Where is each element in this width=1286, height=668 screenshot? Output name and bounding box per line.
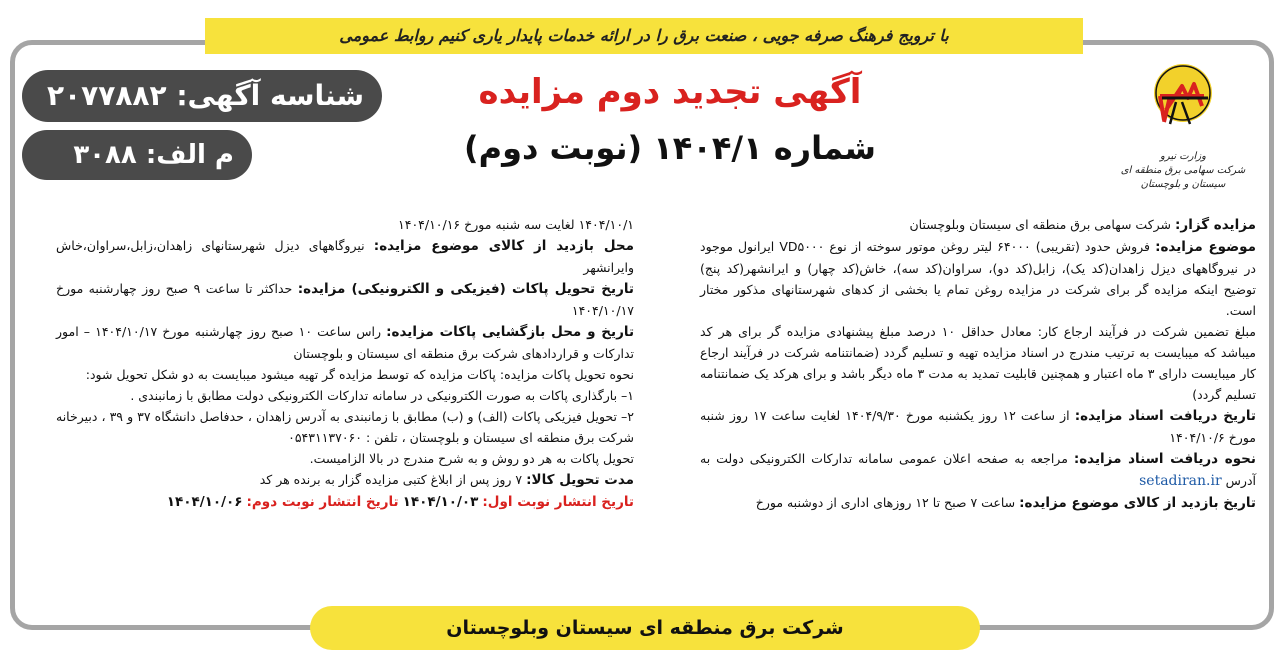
receive-date-label: تاریخ دریافت اسناد مزایده: [1074, 408, 1256, 424]
opening-label: تاریخ و محل بازگشایی پاکات مزایده: [386, 324, 635, 340]
delivery-item-1: ۱– بارگذاری پاکات به صورت الکترونیکی در سامانه تدارکات الکترونیکی دولت مطابق با زمانبندی . [130, 388, 634, 403]
ad-subtitle: شماره ۱۴۰۴/۱ (نوبت دوم) [464, 129, 876, 167]
receive-method-label: نحوه دریافت اسناد مزایده: [1073, 451, 1256, 467]
receive-method-row [700, 448, 1256, 492]
setadiran-link[interactable]: setadiran.ir [1139, 473, 1222, 489]
goods-delivery-label: مدت تحویل کالا: [526, 472, 634, 488]
delivery-method-row: نحوه تحویل پاکات مزایده: پاکات مزایده که توسط مزایده گر تهیه میشود میبایست به دو شکل تحویل شود: [85, 367, 634, 382]
receive-date-row [700, 405, 1256, 448]
pub-first-label: تاریخ انتشار نوبت اول: [482, 494, 634, 510]
delivery-value: حداکثر تا ساعت ۹ صبح روز چهارشنبه مورخ ۱۴۰۴/۱۰/۱۷ [56, 281, 634, 318]
visit-place-value: نیروگاههای دیزل شهرستانهای زاهدان،زابل،سراوان،خاش وایرانشهر [56, 238, 634, 275]
visit-date-row [700, 492, 1256, 514]
auctioneer-label: مزایده گزار: [1175, 217, 1256, 233]
opening-value: راس ساعت ۱۰ صبح روز چهارشنبه مورخ ۱۴۰۴/۱۰/۱۷ – امور تدارکات و قراردادهای شرکت برق منطقه ای سیستان و بلوچستان [56, 324, 634, 361]
subject-value: فروش حدود (تقریبی) ۶۴۰۰۰ لیتر روغن موتور سوخته از نوع VD۵۰۰۰ ایرانول موجود در نیروگاههای دیزل زاهدان(کد یک)، زابل(کد دو)، سراوان(کد سه)، خاش(کد چهار) و ایرانشهر(کد پنج) توضیح اینکه مزایده گر برای شرکت در مزایده روغن تمام یا بخشی از کدهای شهرستانهای مذکور مختار است. [700, 239, 1256, 318]
subject-row [700, 236, 1256, 321]
delivery-item-2: ۲– تحویل فیزیکی پاکات (الف) و (ب) مطابق با زمانبندی به آدرس زاهدان ، حدفاصل دانشگاه ۳۷ و ۳۹ ، دبیرخانه شرکت برق منطقه ای سیستان و بلوچستان ، تلفن : ۰۵۴۳۱۱۳۷۰۶۰ [56, 409, 635, 445]
goods-delivery-row [56, 469, 634, 491]
ministry-name: وزارت نیرو [1159, 151, 1206, 162]
delivery-row [56, 278, 634, 321]
subject-label: موضوع مزایده: [1155, 239, 1256, 255]
opening-row [56, 321, 634, 364]
right-column [700, 214, 1256, 514]
company-footer-banner: شرکت برق منطقه ای سیستان وبلوچستان [310, 606, 980, 650]
ad-id-badge: شناسه آگهی: ۲۰۷۷۸۸۲ [22, 70, 382, 122]
receive-method-value: مراجعه به صفحه اعلان عمومی سامانه تدارکات الکترونیکی دولت به آدرس [700, 451, 1256, 488]
receive-date-value: از ساعت ۱۲ روز یکشنبه مورخ ۱۴۰۴/۹/۳۰ لغایت ساعت ۱۷ روز شنبه مورخ ۱۴۰۴/۱۰/۶ [700, 408, 1256, 445]
ma-id-badge: م الف: ۳۰۸۸ [22, 130, 252, 180]
visit-date-value: ساعت ۷ صبح تا ۱۲ روزهای اداری از دوشنبه مورخ [755, 495, 1016, 510]
auctioneer-row [700, 214, 1256, 236]
pub-first-value: ۱۴۰۴/۱۰/۰۳ [402, 494, 479, 510]
mandatory-note: تحویل پاکات به هر دو روش و به شرح مندرج در بالا الزامیست. [309, 451, 634, 466]
visit-date-cont-row: ۱۴۰۴/۱۰/۱ لغایت سه شنبه مورخ ۱۴۰۴/۱۰/۱۶ [398, 217, 634, 232]
delivery-label: تاریخ تحویل پاکات (فیزیکی و الکترونیکی) مزایده: [297, 281, 634, 297]
ministry-caption [1108, 150, 1258, 192]
visit-place-row [56, 235, 634, 278]
auctioneer-value: شرکت سهامی برق منطقه ای سیستان وبلوچستان [909, 217, 1172, 232]
company-name-line2: سیستان و بلوچستان [1140, 179, 1226, 190]
company-name-line1: شرکت سهامی برق منطقه ای [1120, 165, 1246, 176]
pub-second-value: ۱۴۰۴/۱۰/۰۶ [166, 494, 243, 510]
visit-place-label: محل بازدید از کالای موضوع مزایده: [373, 238, 634, 254]
ad-title: آگهی تجدید دوم مزایده [478, 72, 862, 112]
company-logo [1108, 62, 1258, 212]
guarantee-row: مبلغ تضمین شرکت در فرآیند ارجاع کار: معادل حداقل ۱۰ درصد مبلغ پیشنهادی مزایده گر برای هر کد میباشد که میبایست به ترتیب مندرج در اسناد مزایده تهیه و تسلیم گردد (ضمانتنامه شرکت در فرآیند ارجاع کار میبایست دارای ۳ ماه اعتبار و همچنین قابلیت تمدید به مدت ۳ ماه دیگر باشد و برای هرکد یک ضمانتنامه تسلیم گردد) [700, 324, 1257, 402]
visit-date-label: تاریخ بازدید از کالای موضوع مزایده: [1019, 495, 1256, 511]
goods-delivery-value: ۷ روز پس از ابلاغ کتبی مزایده گزار به برنده هر کد [259, 472, 523, 487]
top-slogan-banner: با ترویج فرهنگ صرفه جویی ، صنعت برق را در ارائه خدمات پایدار یاری کنیم روابط عمومی [205, 18, 1083, 54]
pub-second-label: تاریخ انتشار نوبت دوم: [246, 494, 399, 510]
power-company-emblem-icon [1152, 62, 1214, 148]
left-column [56, 214, 634, 513]
publication-dates-row [56, 491, 634, 513]
